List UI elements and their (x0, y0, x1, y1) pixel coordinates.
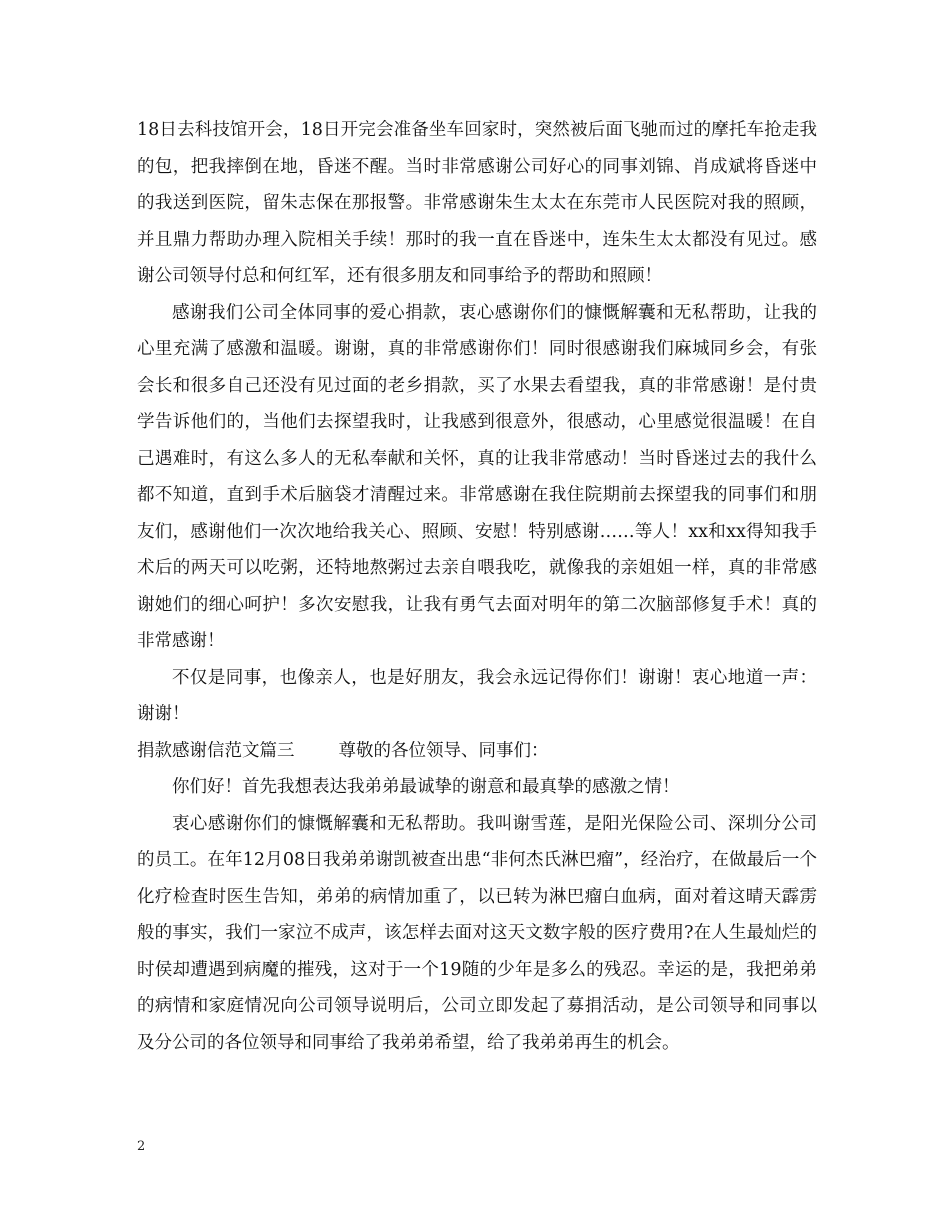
letter-title: 捐款感谢信范文篇三 (137, 740, 295, 761)
paragraph-donation-thanks: 感谢我们公司全体同事的爱心捐款，衷心感谢你们的慷慨解囊和无私帮助，让我的心里充满了感激和温暖。谢谢，真的非常感谢你们！同时很感谢我们麻城同乡会，有张会长和很多自己还没有见过面的老乡捐款，买了水果去看望我，真的非常感谢！是付贵学告诉他们的，当他们去探望我时，让我感到很意外，很感动，心里感觉很温暖！在自己遇难时，有这么多人的无私奉献和关怀，真的让我非常感动！当时昏迷过去的我什么都不知道，直到手术后脑袋才清醒过来。非常感谢在我住院期前去探望我的同事们和朋友们，感谢他们一次次地给我关心、照顾、安慰！特别感谢……等人！xx和xx得知我手术后的两天可以吃粥，还特地熬粥过去亲自喂我吃，就像我的亲姐姐一样，真的非常感谢她们的细心呵护！多次安慰我，让我有勇气去面对明年的第二次脑部修复手术！真的非常感谢！ (137, 302, 817, 651)
paragraph-greeting: 你们好！首先我想表达我弟弟最诚挚的谢意和最真挚的感激之情！ (172, 777, 680, 797)
paragraph-brother-illness: 衷心感谢你们的慷慨解囊和无私帮助。我叫谢雪莲，是阳光保险公司、深圳分公司的员工。在年12月08日我弟弟谢凯被查出患“非何杰氏淋巴瘤”，经治疗，在做最后一个化疗检查时医生告知，弟弟的病情加重了，以已转为淋巴瘤白血病，面对着这晴天霹雳般的事实，我们一家泣不成声，该怎样去面对这天文数字般的医疗费用?在人生最灿烂的时侯却遭遇到病魔的摧残，这对于一个19随的少年是多么的残忍。幸运的是，我把弟弟的病情和家庭情况向公司领导说明后，公司立即发起了募捐活动，是公司领导和同事以及分公司的各位领导和同事给了我弟弟希望，给了我弟弟再生的机会。 (137, 813, 817, 1053)
document-body (137, 112, 817, 1061)
paragraph-closing-thanks: 不仅是同事，也像亲人，也是好朋友，我会永远记得你们！谢谢！衷心地道一声：谢谢！ (137, 667, 817, 724)
letter-heading (137, 733, 817, 770)
paragraph-robbery-account: 18日去科技馆开会，18日开完会准备坐车回家时，突然被后面飞驰而过的摩托车抢走我的包，把我摔倒在地，昏迷不醒。当时非常感谢公司好心的同事刘锦、肖成斌将昏迷中的我送到医院，留朱志保在那报警。非常感谢朱生太太在东莞市人民医院对我的照顾，并且鼎力帮助办理入院相关手续！那时的我一直在昏迷中，连朱生太太都没有见过。感谢公司领导付总和何红军，还有很多朋友和同事给予的帮助和照顾！ (137, 120, 817, 286)
letter-salutation: 尊敬的各位领导、同事们： (338, 740, 549, 761)
page-number: 2 (137, 1139, 146, 1154)
